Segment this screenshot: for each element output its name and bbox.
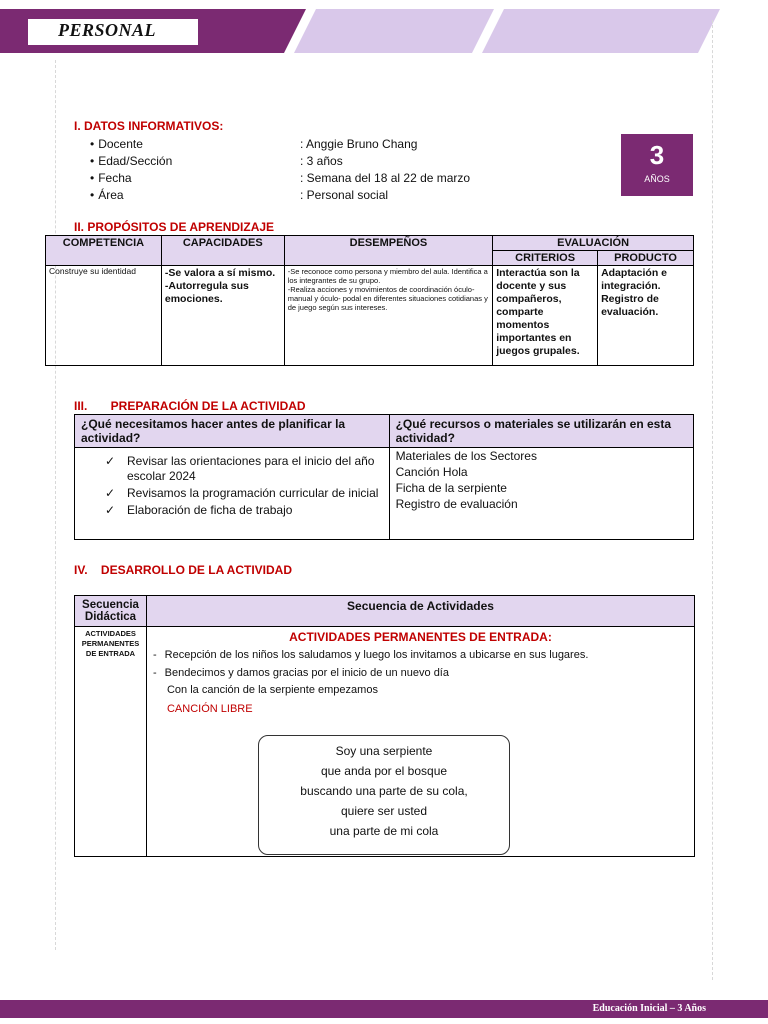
dev-subtitle: ACTIVIDADES PERMANENTES DE ENTRADA:	[289, 630, 552, 644]
th-producto: PRODUCTO	[598, 251, 694, 266]
cell-competencia: Construye su identidad	[46, 266, 162, 366]
checklist-item: ✓ Elaboración de ficha de trabajo	[104, 503, 293, 517]
info-value-docente: : Anggie Bruno Chang	[300, 137, 418, 151]
prep-checklist	[75, 448, 390, 540]
prep-col1-header: ¿Qué necesitamos hacer antes de planificar la actividad?	[75, 415, 390, 448]
th-criterios: CRITERIOS	[493, 251, 598, 266]
cell-criterios: Interactúa son la docente y sus compañeros, comparte momentos importantes en juegos grupales.	[493, 266, 598, 366]
right-margin-line	[712, 20, 713, 980]
dev-row-label: ACTIVIDADES PERMANENTES DE ENTRADA	[75, 627, 147, 857]
th-competencia: COMPETENCIA	[46, 236, 162, 266]
cell-capacidades: -Se valora a sí mismo. -Autorregula sus emociones.	[161, 266, 284, 366]
check-icon: ✓	[104, 454, 116, 468]
dev-intro: Con la canción de la serpiente empezamos	[166, 684, 378, 696]
section1-title: I. DATOS INFORMATIVOS:	[74, 119, 224, 133]
info-label-docente: • Docente	[90, 137, 143, 151]
left-margin-line	[55, 60, 56, 950]
footer-text: Educación Inicial – 3 Años	[592, 1003, 706, 1014]
dev-col1-header: Secuencia Didáctica	[75, 596, 147, 627]
dev-bullet: - Bendecimos y damos gracias por el inicio de un nuevo día	[152, 667, 449, 679]
song-box	[258, 735, 510, 855]
song-line: una parte de mi cola	[329, 824, 439, 838]
th-desempenos: DESEMPEÑOS	[284, 236, 492, 266]
song-line: que anda por el bosque	[320, 764, 448, 778]
cell-desempenos: -Se reconoce como persona y miembro del aula. Identifica a los integrantes de su grupo. -Realiza acciones y movimientos de coordinación óculo-manual y óculo- podal en diferentes situaciones cotidianas y de juego según sus intereses.	[284, 266, 492, 366]
material-item: Registro de evaluación	[395, 497, 518, 511]
info-label-fecha: • Fecha	[90, 171, 132, 185]
th-capacidades: CAPACIDADES	[161, 236, 284, 266]
info-value-area: : Personal social	[300, 188, 389, 202]
dev-bullet: - Recepción de los niños los saludamos y luego los invitamos a ubicarse en sus lugares.	[152, 649, 589, 661]
checklist-item: ✓ Revisar las orientaciones para el inicio del año escolar 2024	[104, 454, 375, 483]
dev-col2-header: Secuencia de Actividades	[146, 596, 694, 627]
info-value-fecha: : Semana del 18 al 22 de marzo	[300, 171, 471, 185]
info-label-edad: • Edad/Sección	[90, 154, 172, 168]
th-evaluacion: EVALUACIÓN	[493, 236, 694, 251]
material-item: Canción Hola	[395, 465, 468, 479]
song-line: buscando una parte de su cola,	[300, 784, 468, 798]
prep-col2-header: ¿Qué recursos o materiales se utilizarán en esta actividad?	[389, 415, 693, 448]
check-icon: ✓	[104, 503, 116, 517]
age-badge-number: 3	[649, 140, 665, 170]
material-item: Materiales de los Sectores	[395, 449, 537, 463]
info-value-edad: : 3 años	[300, 154, 343, 168]
info-label-area: • Área	[90, 188, 124, 202]
section3-title: III. PREPARACIÓN DE LA ACTIVIDAD	[74, 399, 306, 413]
material-item: Ficha de la serpiente	[395, 481, 507, 495]
age-badge	[621, 134, 693, 196]
age-badge-unit: AÑOS	[644, 174, 670, 184]
section4-title: IV. DESARROLLO DE LA ACTIVIDAD	[74, 563, 293, 577]
checklist-item: ✓ Revisamos la programación curricular de inicial	[104, 486, 379, 500]
page-title: PERSONAL	[58, 20, 157, 40]
prep-materials	[389, 448, 693, 540]
song-line: quiere ser usted	[340, 804, 428, 818]
purposes-table	[45, 235, 694, 366]
preparation-table	[74, 414, 694, 540]
section2-title: II. PROPÓSITOS DE APRENDIZAJE	[74, 220, 275, 234]
song-line: Soy una serpiente	[335, 744, 433, 758]
song-label: CANCIÓN LIBRE	[166, 703, 253, 715]
check-icon: ✓	[104, 486, 116, 500]
footer-band	[0, 1000, 768, 1018]
cell-producto: Adaptación e integración. Registro de evaluación.	[598, 266, 694, 366]
